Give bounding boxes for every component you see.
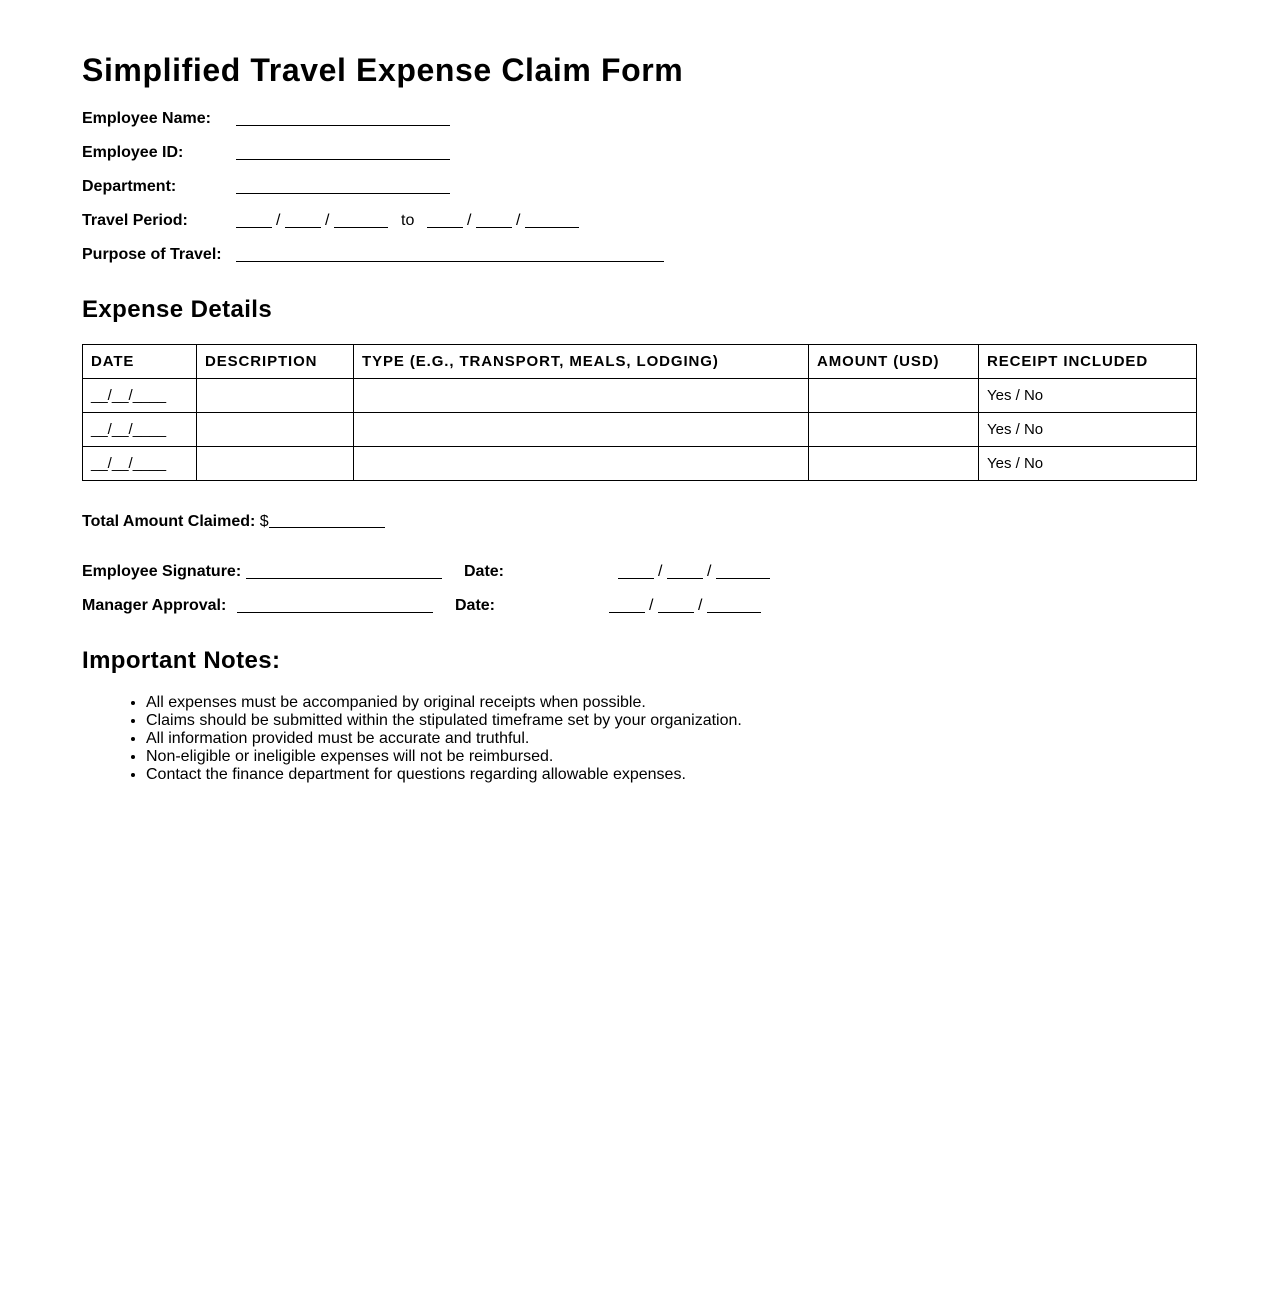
employee-id-row — [82, 142, 482, 164]
employee-id-field[interactable] — [236, 142, 450, 160]
column-header-amount: AMOUNT (USD) — [809, 345, 979, 379]
employee-signature-date-label: Date: — [464, 563, 505, 580]
expense-date-cell[interactable]: __/__/____ — [83, 447, 197, 481]
manager-sign-month-field[interactable] — [609, 595, 645, 613]
travel-start-day-field[interactable] — [285, 210, 321, 228]
expense-details-heading: Expense Details — [82, 296, 273, 323]
purpose-label: Purpose of Travel: — [82, 246, 222, 263]
manager-approval-date-label: Date: — [455, 597, 496, 614]
employee-name-label: Employee Name: — [82, 110, 211, 127]
travel-period-label: Travel Period: — [82, 212, 188, 229]
expense-amount-cell[interactable] — [809, 413, 979, 447]
expense-receipt-cell[interactable]: Yes / No — [979, 413, 1197, 447]
date-separator: / — [467, 212, 472, 229]
expense-description-cell[interactable] — [197, 447, 354, 481]
table-row — [83, 447, 1197, 481]
department-field[interactable] — [236, 176, 450, 194]
date-separator: / — [516, 212, 521, 229]
expense-date-cell[interactable]: __/__/____ — [83, 413, 197, 447]
travel-period-to-label: to — [401, 212, 415, 229]
travel-period-row — [82, 210, 602, 232]
expense-type-cell[interactable] — [354, 447, 809, 481]
employee-signature-field[interactable] — [246, 561, 442, 579]
date-separator: / — [649, 597, 654, 614]
date-separator: / — [698, 597, 703, 614]
list-item: • All information provided must be accurate and truthful. — [146, 730, 742, 748]
list-item: • Non-eligible or ineligible expenses will not be reimbursed. — [146, 748, 742, 766]
expense-description-cell[interactable] — [197, 413, 354, 447]
list-item: • All expenses must be accompanied by original receipts when possible. — [146, 694, 742, 712]
date-separator: / — [707, 563, 712, 580]
travel-end-year-field[interactable] — [525, 210, 579, 228]
expense-table — [82, 344, 1197, 481]
currency-symbol: $ — [259, 513, 269, 530]
manager-sign-year-field[interactable] — [707, 595, 761, 613]
date-separator: / — [658, 563, 663, 580]
manager-approval-row — [82, 595, 882, 617]
table-header-row — [83, 345, 1197, 379]
column-header-type: TYPE (E.G., TRANSPORT, MEALS, LODGING) — [354, 345, 809, 379]
notes-list — [82, 694, 742, 784]
expense-type-cell[interactable] — [354, 413, 809, 447]
expense-receipt-cell[interactable]: Yes / No — [979, 447, 1197, 481]
purpose-row — [82, 244, 682, 266]
manager-approval-label: Manager Approval: — [82, 597, 227, 614]
total-amount-row — [82, 511, 385, 533]
column-header-receipt: RECEIPT INCLUDED — [979, 345, 1197, 379]
date-separator: / — [276, 212, 281, 229]
expense-description-cell[interactable] — [197, 379, 354, 413]
date-separator: / — [325, 212, 330, 229]
purpose-field[interactable] — [236, 244, 664, 262]
employee-sign-year-field[interactable] — [716, 561, 770, 579]
employee-name-field[interactable] — [236, 108, 450, 126]
list-item: • Contact the finance department for questions regarding allowable expenses. — [146, 766, 742, 784]
expense-amount-cell[interactable] — [809, 379, 979, 413]
manager-approval-field[interactable] — [237, 595, 433, 613]
total-amount-field[interactable] — [269, 512, 385, 528]
travel-end-day-field[interactable] — [476, 210, 512, 228]
employee-sign-day-field[interactable] — [667, 561, 703, 579]
expense-receipt-cell[interactable]: Yes / No — [979, 379, 1197, 413]
employee-name-row — [82, 108, 482, 130]
employee-signature-row — [82, 561, 882, 583]
department-label: Department: — [82, 178, 177, 195]
expense-type-cell[interactable] — [354, 379, 809, 413]
employee-sign-month-field[interactable] — [618, 561, 654, 579]
expense-amount-cell[interactable] — [809, 447, 979, 481]
expense-date-cell[interactable]: __/__/____ — [83, 379, 197, 413]
total-amount-label: Total Amount Claimed: — [82, 513, 256, 530]
travel-start-month-field[interactable] — [236, 210, 272, 228]
form-title: Simplified Travel Expense Claim Form — [82, 52, 684, 88]
travel-end-month-field[interactable] — [427, 210, 463, 228]
column-header-description: DESCRIPTION — [197, 345, 354, 379]
table-row — [83, 413, 1197, 447]
employee-id-label: Employee ID: — [82, 144, 184, 161]
department-row — [82, 176, 482, 198]
travel-start-year-field[interactable] — [334, 210, 388, 228]
employee-signature-label: Employee Signature: — [82, 563, 242, 580]
list-item: • Claims should be submitted within the stipulated timeframe set by your organization. — [146, 712, 742, 730]
important-notes-heading: Important Notes: — [82, 647, 281, 674]
column-header-date: DATE — [83, 345, 197, 379]
table-row — [83, 379, 1197, 413]
manager-sign-day-field[interactable] — [658, 595, 694, 613]
